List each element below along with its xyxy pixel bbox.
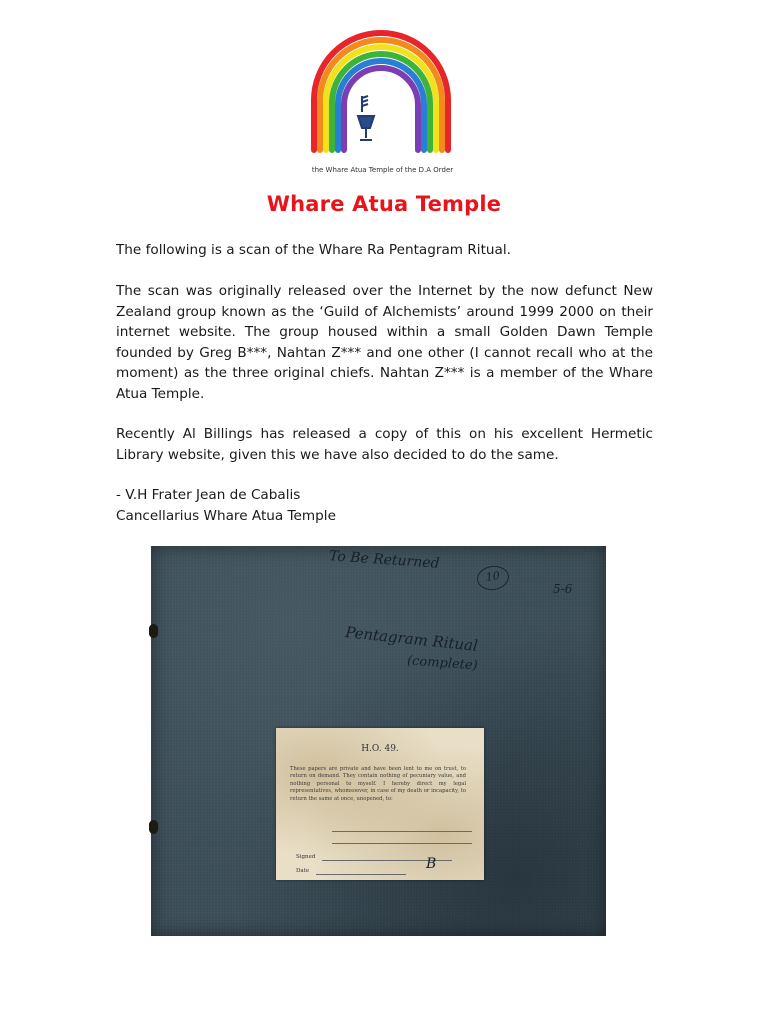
- corner-number: 5-6: [553, 582, 573, 596]
- paper-label: [276, 728, 484, 880]
- signature-name: - V.H Frater Jean de Cabalis: [116, 487, 301, 503]
- circled-number: 10: [475, 564, 510, 592]
- logo-caption: the Whare Atua Temple of the D.A Order: [311, 166, 454, 174]
- label-date: Date: [296, 868, 310, 874]
- intro-paragraph: The following is a scan of the Whare Ra Pentagram Ritual.: [116, 242, 511, 258]
- label-signed: Signed: [296, 854, 316, 860]
- handwritten-subtitle: (complete): [406, 653, 479, 674]
- scanned-folder-image: [151, 546, 606, 936]
- label-line: [316, 874, 406, 875]
- binder-hole: [149, 820, 158, 834]
- release-paragraph: Recently Al Billings has released a copy of this on his excellent Hermetic Library website, given this we have also decided to do the same.: [116, 426, 653, 463]
- signature-block: [116, 485, 336, 526]
- label-text: These papers are private and have been lent to me on trust, to return on demand. They contain nothing of pecuniary value, and nothing personal to myself. I hereby direct my legal representatives, whomsoever, in case of my death or incapacity, to return the same at once, unopened, to:: [290, 766, 466, 802]
- handwritten-title: Pentagram Ritual: [344, 623, 479, 655]
- label-heading: H.O. 49.: [361, 744, 399, 754]
- handwritten-return-note: To Be Returned: [328, 548, 441, 572]
- rainbow-arch-with-chalice-icon: [306, 22, 456, 154]
- history-paragraph: The scan was originally released over the Internet by the now defunct New Zealand group known as the ‘Guild of Alchemists’ around 1999 2000 on their internet website. The group housed within a small Golden Dawn Temple founded by Greg B***, Nahtan Z*** and one other (I cannot recall who at the moment) as the three original chiefs. Nahtan Z*** is a member of the Whare Atua Temple.: [116, 283, 653, 402]
- label-line: [332, 843, 472, 844]
- page-title: Whare Atua Temple: [266, 192, 502, 216]
- signature-title: Cancellarius Whare Atua Temple: [116, 507, 336, 524]
- label-line: [332, 831, 472, 832]
- binder-hole: [149, 624, 158, 638]
- label-date-mark: B: [426, 856, 437, 872]
- temple-logo: [306, 22, 456, 154]
